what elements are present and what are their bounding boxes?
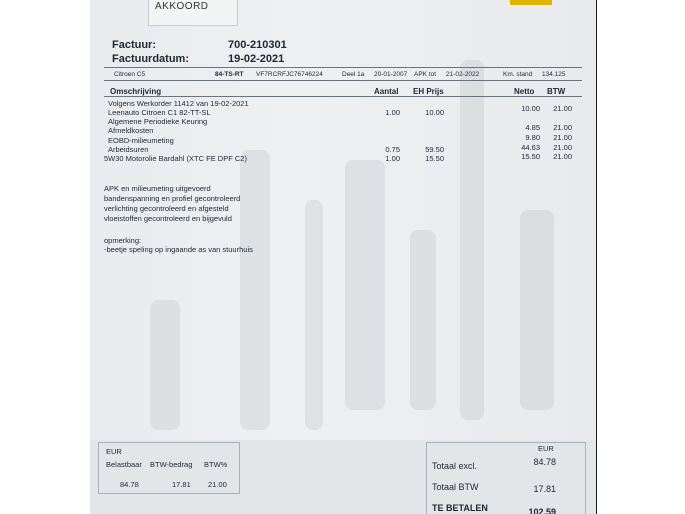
- line-item-description: EOBD-milieumeting: [108, 136, 174, 145]
- factuur-number: 700-210301: [228, 39, 287, 51]
- tool-watermark: [240, 150, 270, 430]
- col-eh-prijs: EH Prijs: [413, 87, 444, 96]
- divider: [104, 96, 582, 97]
- col-omschrijving: Omschrijving: [110, 87, 162, 96]
- line-item-netto: 44.63: [521, 143, 540, 152]
- col-btw: BTW: [547, 87, 566, 96]
- tool-watermark: [410, 230, 436, 410]
- totals-footer: [90, 440, 596, 514]
- line-item-eh-prijs: 15.50: [425, 154, 444, 163]
- note-heading: opmerking:: [104, 236, 142, 245]
- te-betalen-value: 102.59: [528, 507, 556, 514]
- line-item-aantal: 1.00: [385, 154, 400, 163]
- vehicle-vin: VF7RCRFJC76746224: [256, 71, 323, 78]
- btw-bedrag-label: BTW-bedrag: [150, 460, 193, 469]
- belastbaar-value: 84.78: [120, 480, 139, 489]
- line-item-btw: 21.00: [553, 104, 572, 113]
- note-line: APK en milieumeting uitgevoerd: [104, 184, 211, 193]
- tool-watermark: [150, 300, 180, 430]
- line-item-aantal: 1.00: [385, 108, 400, 117]
- background-left: [0, 0, 92, 514]
- akkoord-stamp: AKKOORD: [148, 0, 238, 26]
- line-item-eh-prijs: 10.00: [425, 108, 444, 117]
- note-line: vloeistoffen gecontroleerd en bijgevuld: [104, 214, 232, 223]
- belastbaar-label: Belastbaar: [106, 460, 142, 469]
- line-item-netto: 9.80: [525, 133, 540, 142]
- divider: [104, 67, 582, 68]
- apk-label: APK tot: [414, 71, 437, 78]
- btw-bedrag-value: 17.81: [172, 480, 191, 489]
- km-value: 134.125: [542, 71, 566, 78]
- deel-label: Deel 1a: [342, 71, 365, 78]
- line-item-btw: 21.00: [553, 123, 572, 132]
- line-item-description: Leenauto Citroen C1 82-TT-SL: [108, 108, 211, 117]
- km-label: Km. stand: [503, 71, 533, 78]
- line-item-btw: 21.00: [553, 143, 572, 152]
- factuurdatum-value: 19-02-2021: [228, 53, 285, 65]
- line-item-description: 5W30 Motorolie Bardahl (XTC FE DPF C2): [104, 154, 247, 163]
- line-item-netto: 15.50: [521, 152, 540, 161]
- divider: [104, 80, 582, 81]
- totaal-excl-label: Totaal excl.: [432, 461, 478, 471]
- factuur-label: Factuur:: [112, 39, 156, 51]
- tool-watermark: [345, 160, 385, 410]
- note-line: bandenspanning en profiel gecontroleerd: [104, 194, 241, 203]
- vat-currency: EUR: [106, 447, 122, 456]
- note-line: -beetje speling op ingaande as van stuurhuis: [104, 245, 253, 254]
- line-item-btw: 21.00: [553, 133, 572, 142]
- line-item-eh-prijs: 59.50: [425, 145, 444, 154]
- invoice-paper: [90, 0, 596, 514]
- totaal-btw-value: 17.81: [533, 484, 556, 494]
- factuurdatum-label: Factuurdatum:: [112, 53, 189, 65]
- deel-date: 20-01-2007: [374, 71, 408, 78]
- note-line: verlichting gecontroleerd en afgesteld: [104, 204, 229, 213]
- background-right: [597, 0, 685, 514]
- line-item-description: Volgens Werkorder 11412 van 19-02-2021: [108, 99, 249, 108]
- totaal-btw-label: Totaal BTW: [432, 482, 479, 492]
- tool-watermark: [460, 60, 484, 420]
- vehicle-model: Citroen C5: [114, 71, 146, 78]
- line-item-description: Afmeldkosten: [108, 126, 154, 135]
- tool-watermark: [520, 210, 554, 410]
- line-item-netto: 4.85: [525, 123, 540, 132]
- col-netto: Netto: [514, 87, 535, 96]
- btw-pct-label: BTW%: [204, 460, 228, 469]
- line-item-description: Algemene Periodieke Keuring: [108, 117, 208, 126]
- line-item-description: Arbeidsuren: [108, 145, 149, 154]
- line-item-netto: 10.00: [521, 104, 540, 113]
- btw-pct-value: 21.00: [208, 480, 227, 489]
- totaal-excl-value: 84.78: [533, 457, 556, 467]
- line-item-btw: 21.00: [553, 152, 572, 161]
- line-item-aantal: 0.75: [385, 145, 400, 154]
- apk-date: 21-02-2022: [446, 71, 480, 78]
- te-betalen-label: TE BETALEN: [432, 503, 488, 513]
- vehicle-plate: 84-TS-RT: [215, 71, 244, 78]
- logo-tab: [510, 0, 552, 5]
- tool-watermark: [305, 200, 323, 430]
- totals-currency: EUR: [538, 444, 554, 453]
- col-aantal: Aantal: [374, 87, 399, 96]
